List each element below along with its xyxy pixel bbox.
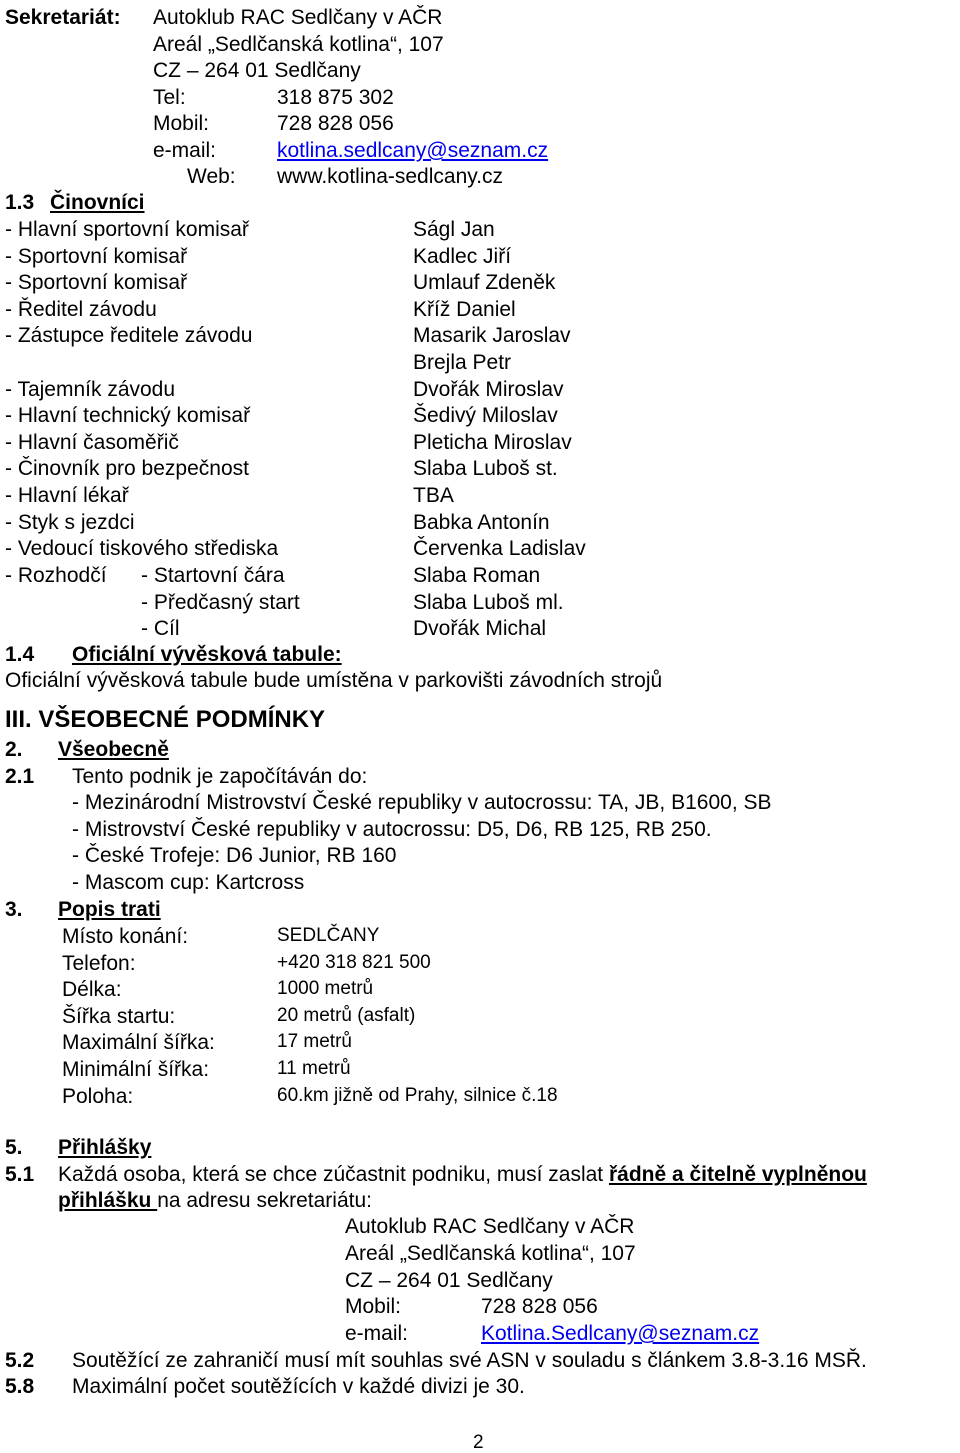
track-value: 60.km jižně od Prahy, silnice č.18 bbox=[277, 1084, 558, 1106]
mobil-value: 728 828 056 bbox=[277, 112, 394, 135]
section3-title: III. VŠEOBECNÉ PODMÍNKY bbox=[5, 706, 326, 733]
tel-value: 318 875 302 bbox=[277, 86, 394, 109]
entries-p2-text: Soutěžící ze zahraničí musí mít souhlas své ASN v souladu s článkem 3.8-3.16 MSŘ. bbox=[72, 1349, 867, 1372]
official-role: - Zástupce ředitele závodu bbox=[5, 324, 253, 348]
official-name: Pleticha Miroslav bbox=[413, 430, 572, 454]
track-value: +420 318 821 500 bbox=[277, 951, 431, 973]
judge-name: Slaba Luboš ml. bbox=[413, 590, 564, 614]
judge-role: - Předčasný start bbox=[141, 590, 300, 614]
official-role: - Činovník pro bezpečnost bbox=[5, 457, 249, 481]
entries-p1-number: 5.1 bbox=[5, 1163, 35, 1186]
track-label: Telefon: bbox=[62, 951, 136, 975]
track-label: Místo konání: bbox=[62, 925, 189, 948]
entries-p1-line2 bbox=[58, 1190, 372, 1211]
web-label: Web: bbox=[187, 165, 236, 188]
officials-number: 1.3 bbox=[5, 191, 35, 214]
track-value: 20 metrů (asfalt) bbox=[277, 1004, 416, 1026]
official-name: Kadlec Jiří bbox=[413, 244, 512, 268]
email-link[interactable]: kotlina.sedlcany@seznam.cz bbox=[277, 139, 549, 162]
official-role: - Hlavní technický komisař bbox=[5, 404, 251, 428]
entries-p1-line1 bbox=[58, 1164, 867, 1185]
official-role: - Ředitel závodu bbox=[5, 297, 157, 321]
board-number: 1.4 bbox=[5, 643, 35, 666]
track-number: 3. bbox=[5, 898, 23, 921]
track-label: Maximální šířka: bbox=[62, 1031, 215, 1055]
entries-p1-form: přihlášku bbox=[58, 1189, 158, 1212]
general-item: - Mascom cup: Kartcross bbox=[72, 870, 305, 894]
judges-label: - Rozhodčí bbox=[5, 564, 107, 587]
judge-name: Slaba Roman bbox=[413, 564, 541, 587]
secretariat-org: Autoklub RAC Sedlčany v AČR bbox=[153, 6, 443, 29]
track-label: Délka: bbox=[62, 978, 122, 1002]
entries-mobil-label: Mobil: bbox=[345, 1295, 402, 1318]
officials-title: Činovníci bbox=[50, 191, 145, 214]
general-item: - České Trofeje: D6 Junior, RB 160 bbox=[72, 844, 397, 868]
official-role: - Sportovní komisař bbox=[5, 244, 188, 268]
entries-title: Přihlášky bbox=[58, 1136, 152, 1159]
track-value: 17 metrů bbox=[277, 1031, 352, 1053]
track-value: 1000 metrů bbox=[277, 978, 374, 1000]
official-role: - Sportovní komisař bbox=[5, 271, 188, 295]
entries-p8-text: Maximální počet soutěžících v každé divizi je 30. bbox=[72, 1375, 525, 1398]
official-name: Babka Antonín bbox=[413, 510, 550, 534]
official-name: Masarik Jaroslav bbox=[413, 324, 571, 348]
judge-name: Dvořák Michal bbox=[413, 617, 547, 641]
entries-org: Autoklub RAC Sedlčany v AČR bbox=[345, 1215, 635, 1238]
track-label: Šířka startu: bbox=[62, 1004, 176, 1028]
official-role: - Tajemník závodu bbox=[5, 377, 176, 401]
track-value: SEDLČANY bbox=[277, 925, 380, 946]
track-value: 11 metrů bbox=[277, 1058, 351, 1079]
mobil-label: Mobil: bbox=[153, 112, 210, 135]
general-item: - Mistrovství České republiky v autocrossu: D5, D6, RB 125, RB 250. bbox=[72, 817, 712, 841]
general-item: - Mezinárodní Mistrovství České republiky v autocrossu: TA, JB, B1600, SB bbox=[72, 791, 772, 814]
official-role: - Hlavní lékař bbox=[5, 484, 129, 507]
official-role: - Styk s jezdci bbox=[5, 510, 135, 534]
entries-p2-number: 5.2 bbox=[5, 1349, 35, 1372]
entries-p1-emphasis: řádně a čitelně vyplněnou bbox=[608, 1163, 867, 1186]
general-sub-number: 2.1 bbox=[5, 765, 35, 788]
secretariat-address: Areál „Sedlčanská kotlina“, 107 bbox=[153, 33, 444, 56]
official-name: Brejla Petr bbox=[413, 351, 512, 374]
track-title: Popis trati bbox=[58, 898, 161, 921]
entries-p8-number: 5.8 bbox=[5, 1375, 35, 1398]
entries-email-label: e-mail: bbox=[345, 1322, 409, 1345]
official-name: Dvořák Miroslav bbox=[413, 377, 564, 401]
entries-city: CZ – 264 01 Sedlčany bbox=[345, 1269, 553, 1292]
general-number: 2. bbox=[5, 738, 23, 761]
official-name: Šedivý Miloslav bbox=[413, 404, 558, 428]
track-label: Poloha: bbox=[62, 1084, 134, 1108]
official-name: Umlauf Zdeněk bbox=[413, 271, 556, 295]
secretariat-label: Sekretariát: bbox=[5, 6, 121, 29]
general-title: Všeobecně bbox=[58, 738, 169, 761]
board-title: Oficiální vývěsková tabule: bbox=[72, 643, 342, 666]
tel-label: Tel: bbox=[153, 86, 186, 109]
official-name: Kříž Daniel bbox=[413, 297, 516, 321]
email-label: e-mail: bbox=[153, 139, 217, 162]
official-role: - Vedoucí tiskového střediska bbox=[5, 537, 279, 561]
page-number: 2 bbox=[473, 1432, 484, 1453]
entries-address: Areál „Sedlčanská kotlina“, 107 bbox=[345, 1242, 636, 1265]
track-label: Minimální šířka: bbox=[62, 1058, 210, 1081]
entries-mobil-value: 728 828 056 bbox=[481, 1295, 598, 1318]
official-role: - Hlavní časoměřič bbox=[5, 430, 179, 454]
entries-number: 5. bbox=[5, 1136, 23, 1159]
judge-role: - Startovní čára bbox=[141, 564, 285, 587]
secretariat-city: CZ – 264 01 Sedlčany bbox=[153, 59, 361, 82]
entries-p1-text: Každá osoba, která se chce zúčastnit podniku, musí zaslat bbox=[58, 1163, 609, 1186]
web-value: www.kotlina-sedlcany.cz bbox=[277, 165, 504, 188]
judge-role: - Cíl bbox=[141, 617, 180, 641]
board-text: Oficiální vývěsková tabule bude umístěna v parkovišti závodních strojů bbox=[5, 669, 663, 692]
general-sub-text: Tento podnik je započítáván do: bbox=[72, 765, 368, 788]
official-name: Červenka Ladislav bbox=[413, 537, 586, 561]
official-name: TBA bbox=[413, 484, 454, 507]
official-role: - Hlavní sportovní komisař bbox=[5, 218, 249, 241]
official-name: Ságl Jan bbox=[413, 218, 495, 241]
official-name: Slaba Luboš st. bbox=[413, 457, 558, 481]
entries-email-link[interactable]: Kotlina.Sedlcany@seznam.cz bbox=[481, 1322, 760, 1345]
entries-p1-tail: na adresu sekretariátu: bbox=[157, 1189, 372, 1212]
